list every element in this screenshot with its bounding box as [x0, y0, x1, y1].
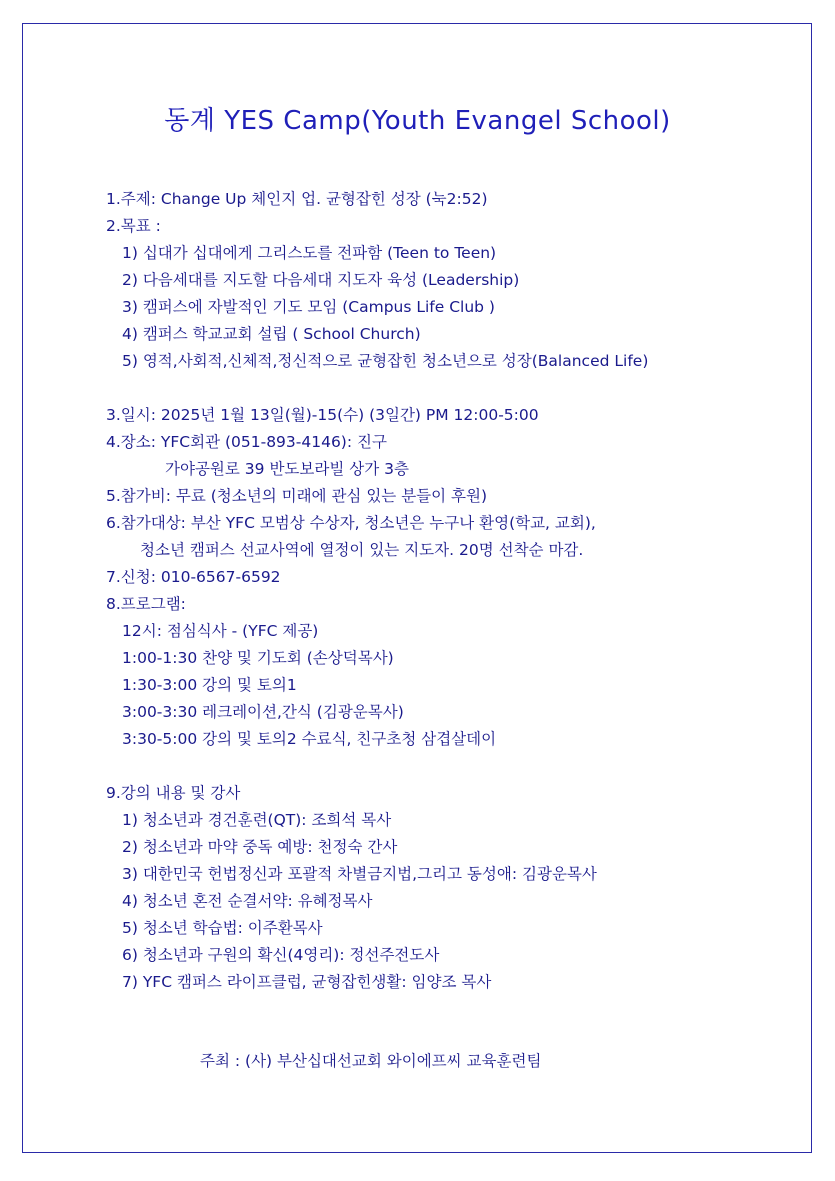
address-line: 가야공원로 39 반도보라빌 상가 3층	[165, 460, 409, 478]
lecture-item: 4) 청소년 혼전 순결서약: 유혜정목사	[122, 892, 373, 910]
lecture-item: 5) 청소년 학습법: 이주환목사	[122, 919, 323, 937]
program-item: 1:30-3:00 강의 및 토의1	[122, 676, 297, 694]
lecture-item: 6) 청소년과 구원의 확신(4영리): 정선주전도사	[122, 946, 440, 964]
goal-item: 2) 다음세대를 지도할 다음세대 지도자 육성 (Leadership)	[122, 271, 520, 289]
goals-heading: 2.목표 :	[106, 217, 161, 235]
goal-item: 5) 영적,사회적,신체적,정신적으로 균형잡힌 청소년으로 성장(Balanced Life)	[122, 352, 649, 370]
document-title: 동계 YES Camp(Youth Evangel School)	[164, 106, 671, 136]
goal-item: 4) 캠퍼스 학교교회 설립 ( School Church)	[122, 325, 421, 343]
goal-item: 3) 캠퍼스에 자발적인 기도 모임 (Campus Life Club )	[122, 298, 495, 316]
date-line: 3.일시: 2025년 1월 13일(월)-15(수) (3일간) PM 12:00-5:00	[106, 406, 539, 424]
organizer-footer: 주최 : (사) 부산십대선교회 와이에프씨 교육훈련팀	[200, 1052, 542, 1070]
program-item: 3:30-5:00 강의 및 토의2 수료식, 친구초청 삼겹살데이	[122, 730, 497, 748]
target-line: 6.참가대상: 부산 YFC 모범상 수상자, 청소년은 누구나 환영(학교, 교회),	[106, 514, 596, 532]
lecture-item: 7) YFC 캠퍼스 라이프클럽, 균형잡힌생활: 임양조 목사	[122, 973, 492, 991]
program-item: 3:00-3:30 레크레이션,간식 (김광운목사)	[122, 703, 404, 721]
goal-item: 1) 십대가 십대에게 그리스도를 전파함 (Teen to Teen)	[122, 244, 497, 262]
location-line: 4.장소: YFC회관 (051-893-4146): 진구	[106, 433, 387, 451]
lecture-item: 1) 청소년과 경건훈련(QT): 조희석 목사	[122, 811, 392, 829]
program-heading: 8.프로그램:	[106, 595, 186, 613]
lectures-heading: 9.강의 내용 및 강사	[106, 784, 241, 802]
target-line-continued: 청소년 캠퍼스 선교사역에 열정이 있는 지도자. 20명 선착순 마감.	[140, 541, 584, 559]
program-item: 1:00-1:30 찬양 및 기도회 (손상덕목사)	[122, 649, 394, 667]
fee-line: 5.참가비: 무료 (청소년의 미래에 관심 있는 분들이 후원)	[106, 487, 488, 505]
lecture-item: 3) 대한민국 헌법정신과 포괄적 차별금지법,그리고 동성애: 김광운목사	[122, 865, 597, 883]
registration-line: 7.신청: 010-6567-6592	[106, 568, 281, 586]
program-item: 12시: 점심식사 - (YFC 제공)	[122, 622, 319, 640]
topic-line: 1.주제: Change Up 체인지 업. 균형잡힌 성장 (눅2:52)	[106, 190, 488, 208]
lecture-item: 2) 청소년과 마약 중독 예방: 천정숙 간사	[122, 838, 398, 856]
